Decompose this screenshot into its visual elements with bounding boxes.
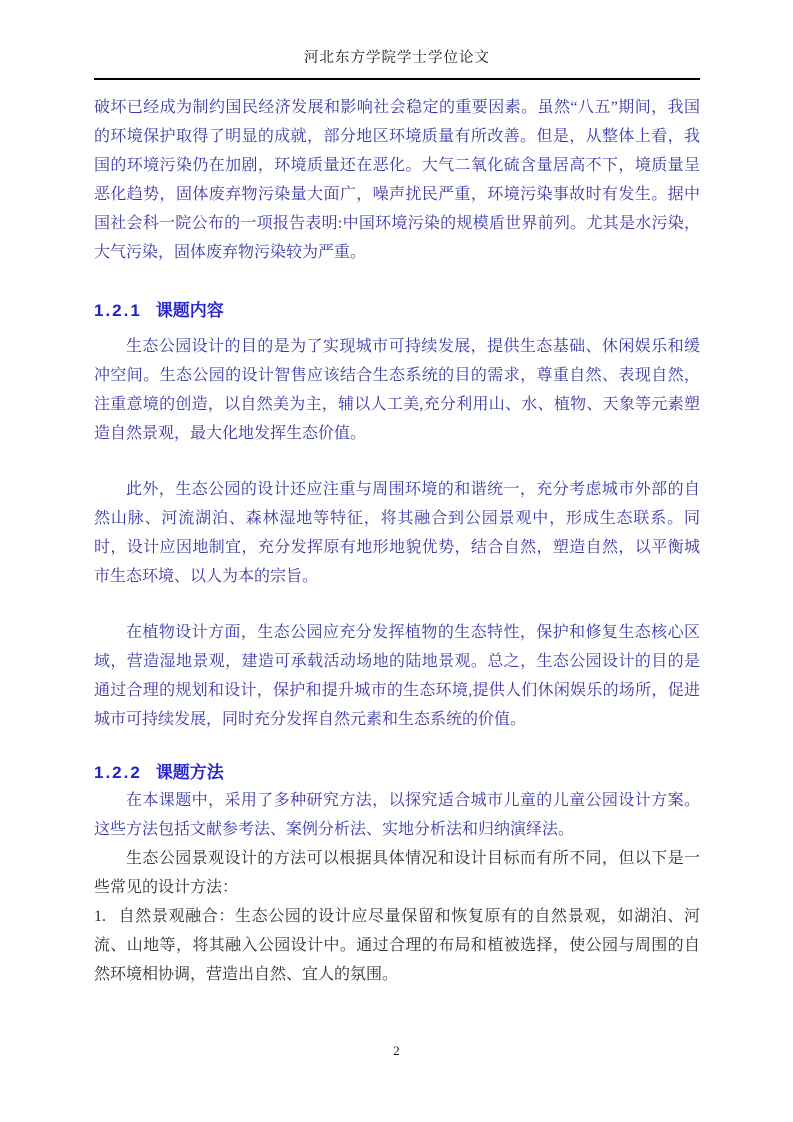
list-item-text: 自然景观融合：生态公园的设计应尽量保留和恢复原有的自然景观，如湖泊、河流、山地等，将其融入公园设计中。通过合理的布局和植被选择，使公园与周围的自然环境相协调，营造出自然、宜人的氛围。	[94, 908, 700, 983]
paragraph-method-1: 在本课题中，采用了多种研究方法，以探究适合城市儿童的儿童公园设计方案。这些方法包括文献参考法、案例分析法、实地分析法和归纳演绎法。	[94, 792, 700, 838]
paragraph-content-2: 此外，生态公园的设计还应注重与周围环境的和谐统一，充分考虑城市外部的自然山脉、河流湖泊、森林湿地等特征，将其融合到公园景观中，形成生态联系。同时，设计应因地制宜，充分发挥原有地形地貌优势，结合自然，塑造自然，以平衡城市生态环境、以人为本的宗旨。	[94, 481, 700, 585]
paragraph-content-3: 在植物设计方面，生态公园应充分发挥植物的生态特性，保护和修复生态核心区域，营造湿地景观，建造可承载活动场地的陆地景观。总之，生态公园设计的目的是通过合理的规划和设计，保护和提升城市的生态环境,提供人们休闲娱乐的场所，促进城市可持续发展，同时充分发挥自然元素和生态系统的价值。	[94, 624, 700, 728]
section-title: 课题方法	[155, 763, 224, 782]
header-title: 河北东方学院学士学位论文	[304, 50, 490, 66]
section-number: 1.2.1	[94, 301, 142, 320]
section-heading-1-2-1	[94, 298, 700, 324]
section-title: 课题内容	[155, 301, 224, 320]
list-item-1	[94, 902, 700, 989]
paragraph-intro: 破坏已经成为制约国民经济发展和影响社会稳定的重要因素。虽然“八五”期间，我国的环境保护取得了明显的成就，部分地区环境质量有所改善。但是，从整体上看，我国的环境污染仍在加剧，环境质量还在恶化。大气二氧化硫含量居高不下，境质量呈恶化趋势，固体废弃物污染量大面广，噪声扰民严重，环境污染事故时有发生。据中国社会科一院公布的一项报告表明:中国环境污染的规模盾世界前列。尤其是水污染，大气污染，固体废弃物污染较为严重。	[94, 99, 700, 261]
page-number: 2	[393, 1043, 400, 1058]
paragraph-method-2: 生态公园景观设计的方法可以根据具体情况和设计目标而有所不同，但以下是一些常见的设计方法：	[94, 850, 700, 896]
list-item-marker: 1.	[94, 908, 106, 925]
page-footer	[0, 1042, 793, 1122]
paragraph-content-1: 生态公园设计的目的是为了实现城市可持续发展，提供生态基础、休闲娱乐和缓冲空间。生态公园的设计智售应该结合生态系统的目的需求，尊重自然、表现自然，注重意境的创造，以自然美为主，辅以人工美,充分利用山、水、植物、天象等元素塑造自然景观，最大化地发挥生态价值。	[94, 338, 700, 442]
section-heading-1-2-2	[94, 760, 700, 786]
page-header	[94, 46, 700, 80]
section-number: 1.2.2	[94, 763, 142, 782]
document-body	[94, 93, 700, 989]
